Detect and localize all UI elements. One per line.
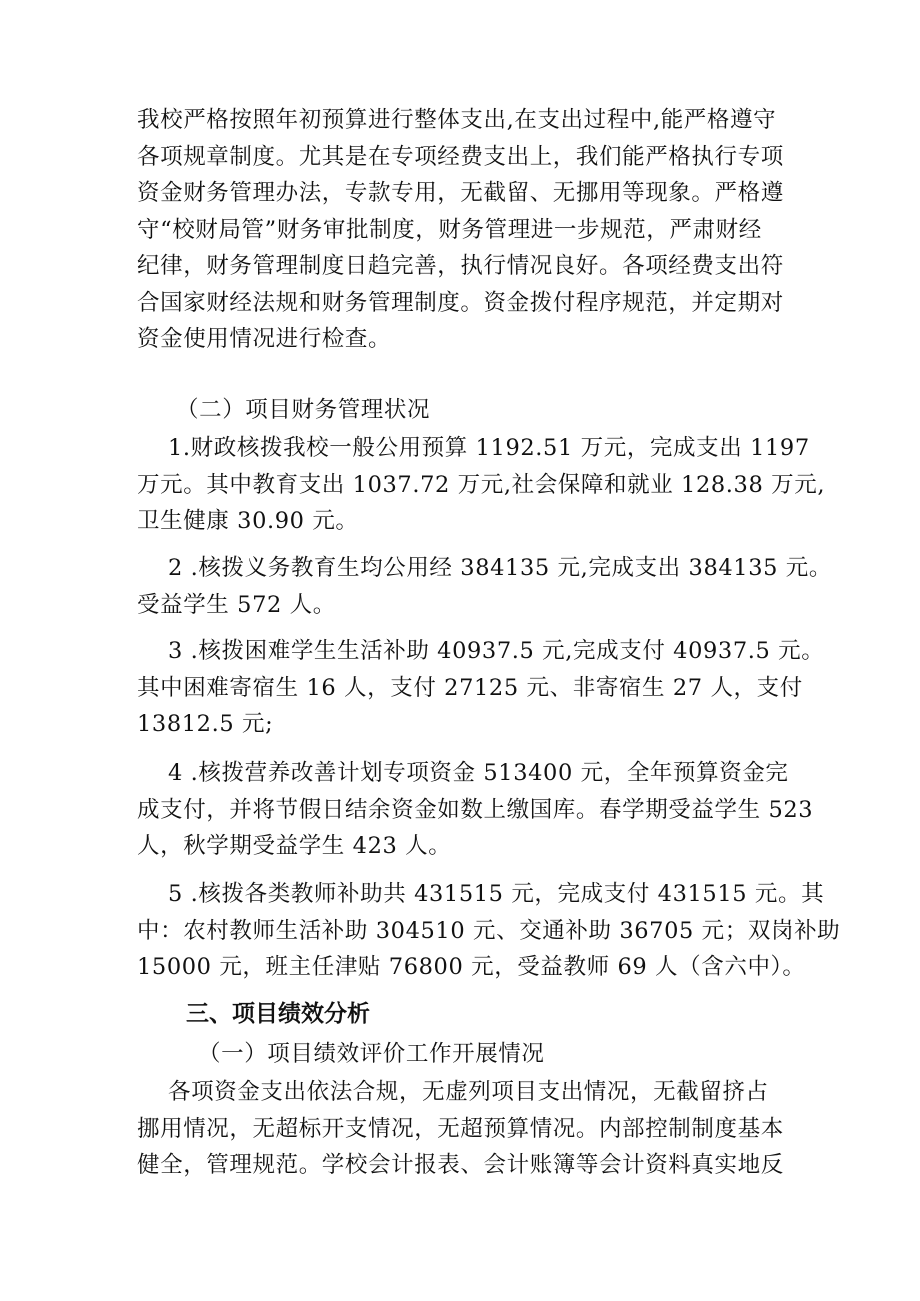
section-heading-performance-analysis: 三、项目绩效分析 [186, 1001, 370, 1027]
item-general-budget: 1.财政核拨我校一般公用预算 1192.51 万元，完成支出 1197 万元。其中教育支出 1037.72 万元,社会保障和就业 128.38 万元, 卫生健康 30.90 元。 [137, 435, 826, 534]
item-nutrition-improvement-fund: 4 .核拨营养改善计划专项资金 513400 元，全年预算资金完 成支付，并将节假日结余资金如数上缴国库。春学期受益学生 523 人，秋学期受益学生 423 人。 [137, 760, 814, 859]
item-teacher-subsidies: 5 .核拨各类教师补助共 431515 元，完成支付 431515 元。其 中：农村教师生活补助 304510 元、交通补助 36705 元；双岗补助 15000 元，班主任津贴 76800 元，受益教师 69 人（含六中）。 [137, 881, 841, 980]
subsection-heading-evaluation: （一）项目绩效评价工作开展情况 [198, 1041, 545, 1067]
item-student-living-allowance: 3 .核拨困难学生生活补助 40937.5 元,完成支付 40937.5 元。 其中困难寄宿生 16 人，支付 27125 元、非寄宿生 27 人，支付 13812.5 元; [137, 638, 825, 737]
section-heading-financial-management: （二）项目财务管理状况 [176, 397, 431, 423]
paragraph-performance: 各项资金支出依法合规，无虚列项目支出情况，无截留挤占 挪用情况，无超标开支情况，无超预算情况。内部控制制度基本 健全，管理规范。学校会计报表、会计账簿等会计资料真实地反 [137, 1079, 784, 1178]
item-compulsory-education-funds: 2 .核拨义务教育生均公用经 384135 元,完成支出 384135 元。 受益学生 572 人。 [137, 555, 832, 618]
paragraph-budget-compliance: 我校严格按照年初预算进行整体支出,在支出过程中,能严格遵守 各项规章制度。尤其是在专项经费支出上，我们能严格执行专项 资金财务管理办法，专款专用，无截留、无挪用等现象。严格遵 守“校财局管”财务审批制度，财务管理进一步规范，严肃财经 纪律，财务管理制度日趋完善，执行情况良好。各项经费支出符 合国家财经法规和财务管理制度。资金拨付程序规范，并定期对 资金使用情况进行检查。 [137, 107, 784, 352]
